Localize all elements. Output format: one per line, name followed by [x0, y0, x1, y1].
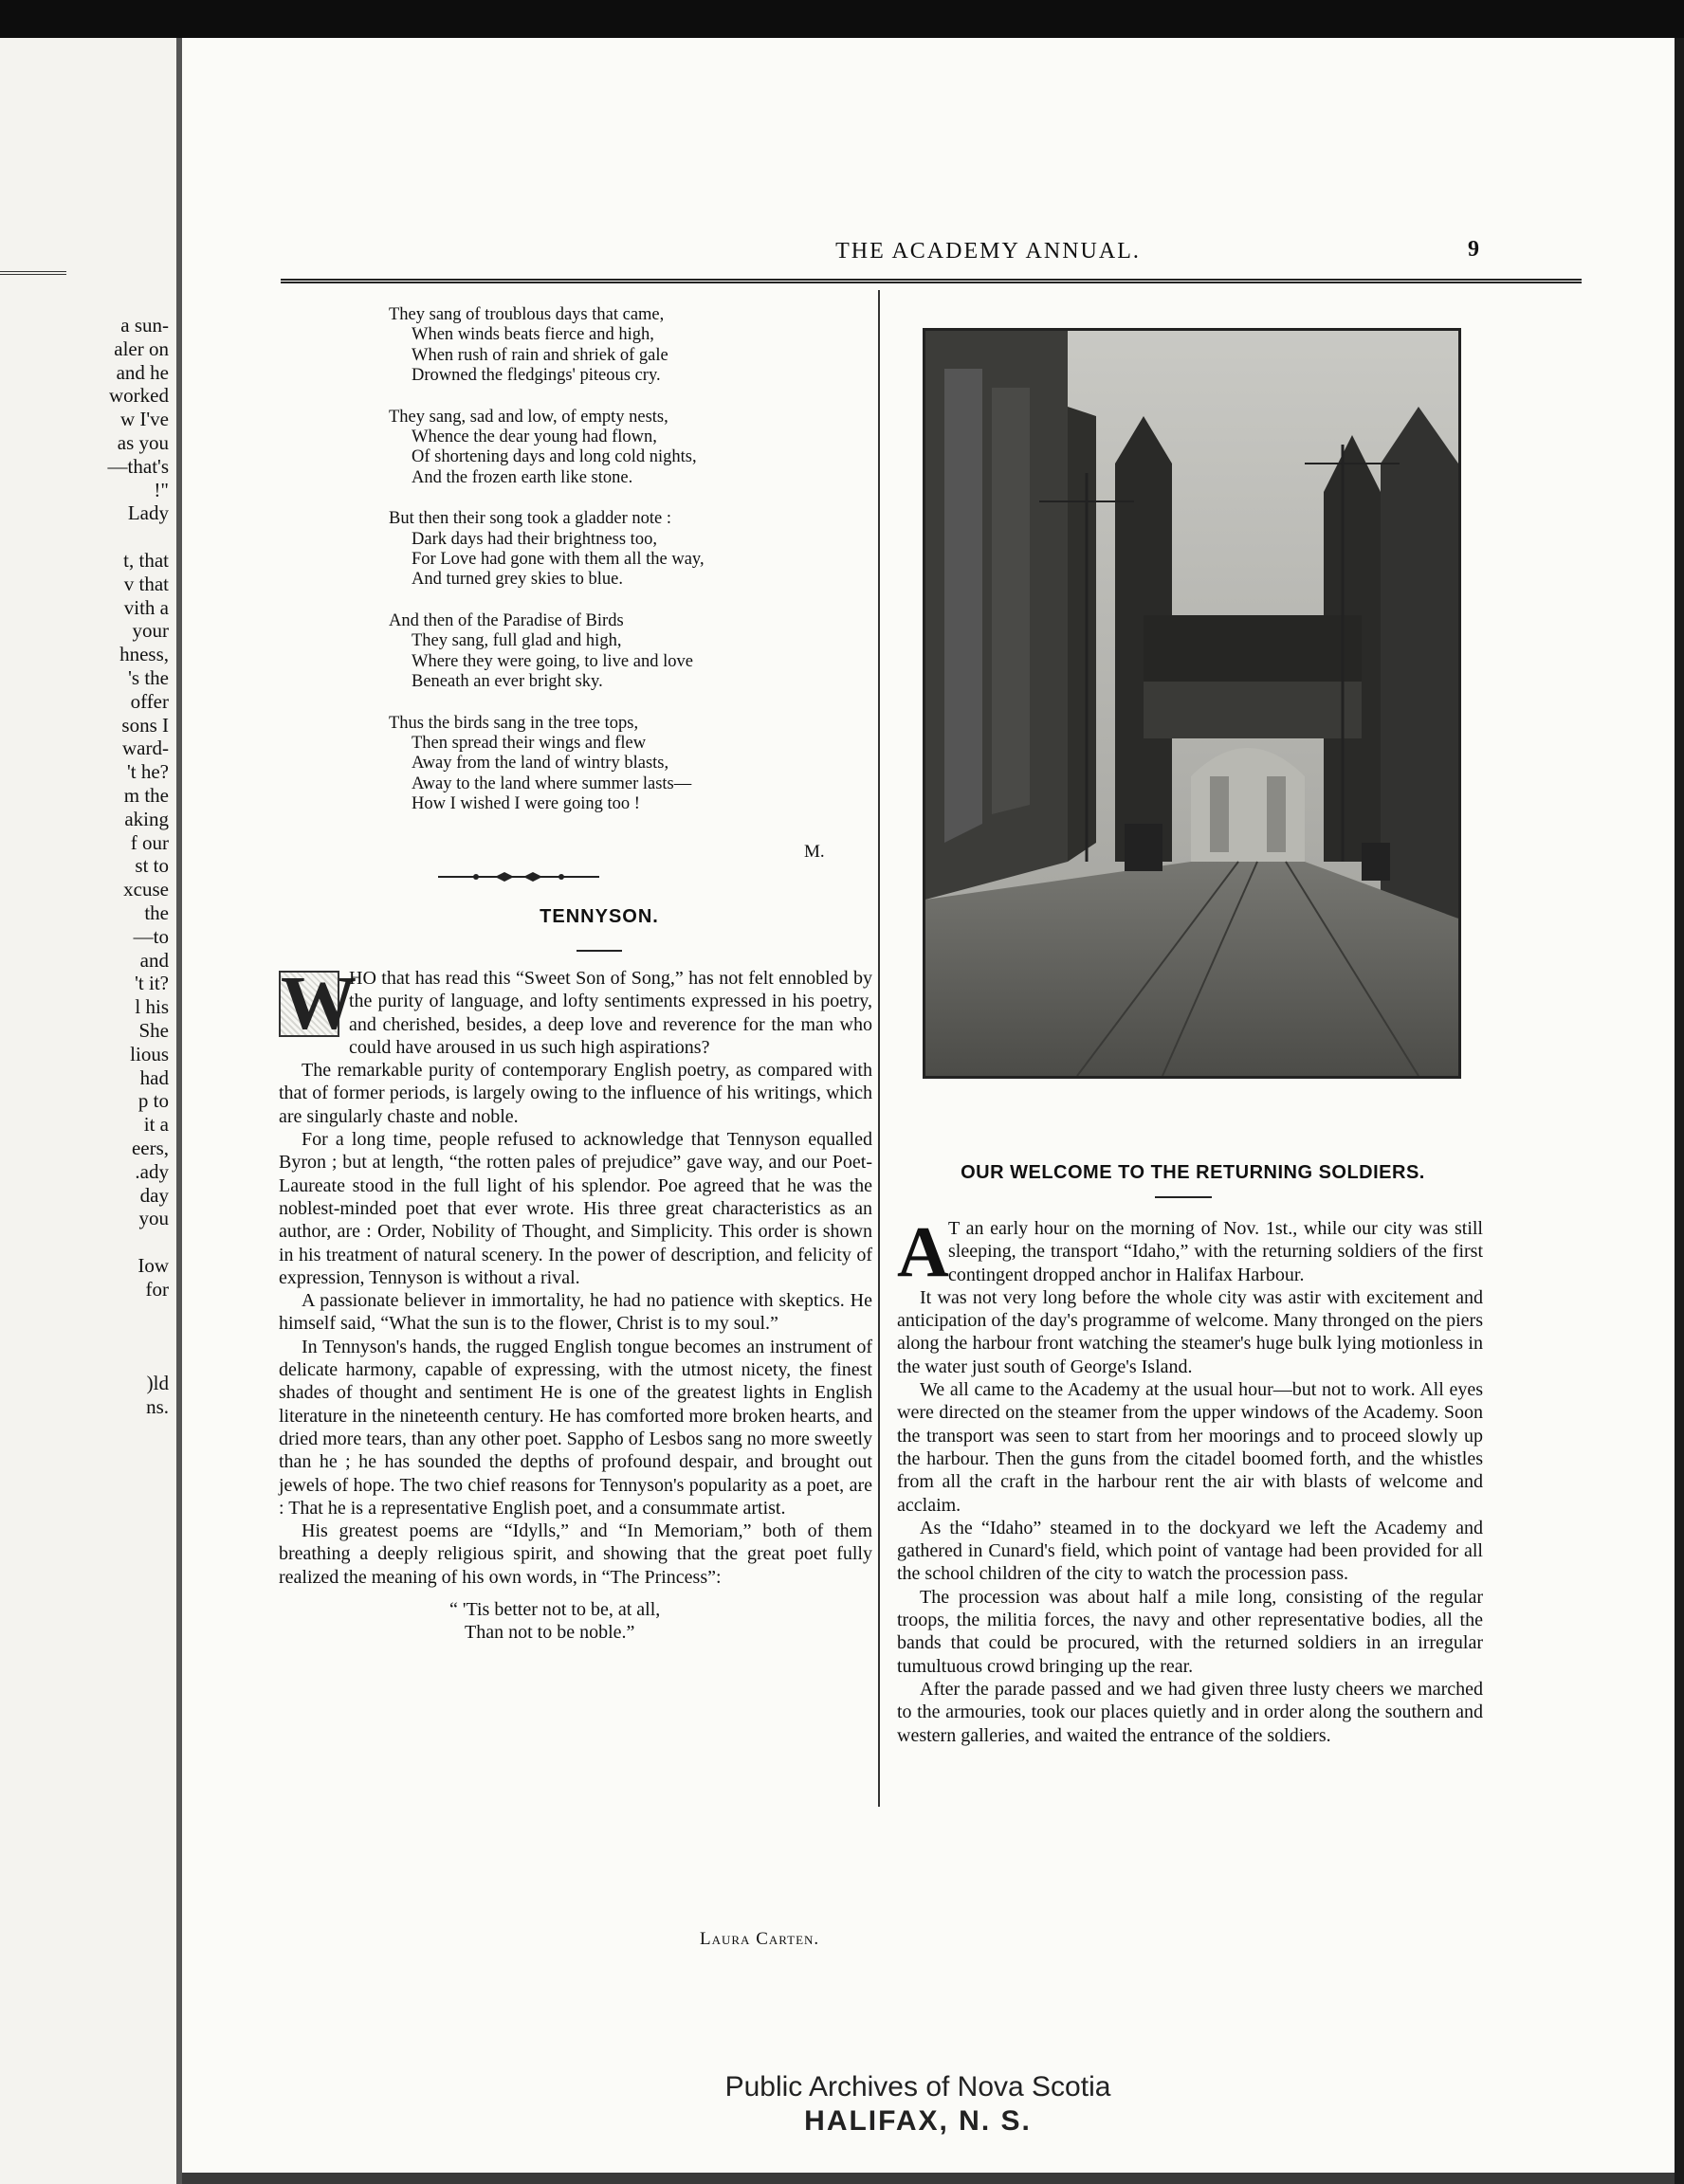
welcome-article [897, 1212, 1483, 1747]
column-divider [878, 290, 880, 1807]
tennyson-heading: TENNYSON. [540, 906, 659, 927]
facing-page-line: v that [123, 572, 169, 595]
page-number: 9 [1468, 237, 1479, 262]
article-paragraph: For a long time, people refused to acknowledge that Tennyson equalled Byron ; but at length, “the rotten pales of prejudice” gave way, and our Poet-Laureate stood in the full light of his splendor. Poe agreed that he was the noblest-minded poet that ever wrote. His three great characteristics as an author, are : Order, Nobility of Thought, and Simplicity. This order is shown in his treatment of natural scenery. In the power of description, and felicity of expression, Tennyson is without a rival. [279, 1129, 872, 1288]
quote-line: Than not to be noble.” [465, 1622, 635, 1644]
facing-page-line: 't he? [126, 760, 169, 784]
facing-page-line: Lady [127, 501, 169, 525]
scan-right-edge [1675, 38, 1684, 2184]
facing-page-line: it a [143, 1113, 169, 1137]
poem-line: For Love had gone with them all the way, [412, 550, 705, 570]
article-paragraph: After the parade passed and we had given three lusty cheers we marched to the armouries, took our places quietly and in order along the southern and western galleries, and waited the entrance of the soldiers. [897, 1678, 1483, 1746]
facing-page-line: you [138, 1207, 169, 1230]
poem-stanza [389, 509, 825, 591]
poem-line: When rush of rain and shriek of gale [412, 345, 668, 365]
facing-page-line: f our [130, 830, 169, 854]
poem-line: Whence the dear young had flown, [412, 428, 657, 447]
facing-page-line: hness, [119, 643, 169, 666]
facing-page-line: a sun- [120, 314, 169, 337]
facing-page-line: !" [154, 478, 169, 501]
poem-stanza [389, 611, 825, 693]
facing-page-line: t, that [123, 549, 169, 572]
article-paragraph [897, 1212, 1483, 1292]
article-paragraph [279, 962, 872, 1059]
facing-page-line: offer [130, 689, 169, 713]
facing-page-line: She [138, 1019, 169, 1042]
facing-page-rule [0, 271, 66, 275]
tennyson-article [279, 962, 872, 1645]
archive-stamp [690, 2070, 1145, 2138]
facing-page-line: for [145, 1277, 169, 1301]
poem-line: And the frozen earth like stone. [412, 467, 633, 487]
facing-page-line: vith a [123, 595, 169, 619]
section-ornament [438, 868, 599, 888]
ornament-divider-icon [438, 870, 599, 883]
facing-page-line: aking [124, 807, 169, 830]
facing-page-line: eers, [131, 1137, 169, 1159]
welcome-heading: OUR WELCOME TO THE RETURNING SOLDIERS. [961, 1162, 1425, 1183]
header-rule [281, 279, 1582, 283]
facing-page-line: aler on [114, 337, 169, 360]
poem-line: How I wished I were going too ! [412, 794, 640, 814]
facing-page-line: p to [137, 1089, 169, 1113]
poem-line: Dark days had their brightness too, [412, 529, 657, 549]
facing-page-line: ns. [146, 1394, 169, 1418]
poem-line: They sang, sad and low, of empty nests, [389, 407, 668, 427]
poem-line: Away from the land of wintry blasts, [412, 754, 669, 774]
scan-top-edge [0, 0, 1684, 38]
quote-line: “ 'Tis better not to be, at all, [449, 1599, 661, 1621]
facing-page-line: had [139, 1065, 169, 1089]
facing-page-line: Iow [137, 1254, 169, 1277]
poem-line: And turned grey skies to blue. [412, 570, 623, 590]
facing-page-line: m the [123, 784, 169, 807]
facing-page-line: st to [135, 854, 169, 878]
drop-cap: A [897, 1212, 949, 1292]
heading-rule [577, 950, 622, 952]
stamp-line: Public Archives of Nova Scotia [724, 2071, 1111, 2102]
poem-stanza [389, 408, 825, 489]
facing-page-line: sons I [121, 713, 169, 737]
poem-line: Then spread their wings and flew [412, 733, 647, 753]
facing-page-edge [0, 38, 176, 2184]
facing-page-line: w I've [119, 408, 169, 431]
paragraph-text: T an early hour on the morning of Nov. 1st., while our city was still sleeping, the transport “Idaho,” with the returning soldiers of the first contingent dropped anchor in Halifax Harbour. [948, 1218, 1483, 1285]
facing-page-line: as you [117, 431, 169, 454]
poem [389, 305, 825, 836]
running-head: THE ACADEMY ANNUAL. [835, 239, 1141, 264]
facing-page-line: and [139, 948, 169, 972]
poem-line: Beneath an ever bright sky. [412, 672, 603, 692]
page [182, 38, 1684, 2184]
facing-page-line: 't it? [135, 972, 169, 995]
facing-page-line: and he [116, 360, 169, 384]
facing-page-line: ward- [122, 737, 169, 760]
heading-rule [1155, 1196, 1212, 1198]
facing-page-line: your [132, 619, 169, 643]
poem-signature: M. [804, 842, 825, 862]
article-paragraph: It was not very long before the whole city was astir with excitement and anticipation of the day's programme of welcome. Many thronged on the piers along the harbour front watching the steamer's huge bulk lying motionless in the water just south of George's Island. [897, 1286, 1483, 1377]
drop-cap: W [281, 962, 357, 1046]
poem-line: They sang, full glad and high, [412, 631, 622, 651]
poem-line: Drowned the fledgings' piteous cry. [412, 366, 661, 386]
poem-stanza [389, 305, 825, 387]
poem-line: When winds beats fierce and high, [412, 325, 654, 345]
article-paragraph: His greatest poems are “Idylls,” and “In Memoriam,” both of them breathing a deeply religious spirit, and showing that the great poet fully realized the meaning of his own words, in “The Princess”: [279, 1520, 872, 1588]
facing-page-line: —that's [107, 454, 169, 478]
article-paragraph: As the “Idaho” steamed in to the dockyard we left the Academy and gathered in Cunard's field, which point of vantage had been provided for all the school children of the city to watch the procession pass. [897, 1517, 1483, 1585]
poem-line: Thus the birds sang in the tree tops, [389, 713, 639, 733]
stamp-line: HALIFAX, N. S. [804, 2105, 1032, 2137]
street-arch-photograph [923, 328, 1461, 1079]
facing-page-line: worked [109, 384, 169, 408]
photo-image [925, 331, 1458, 1076]
poem-line: They sang of troublous days that came, [389, 305, 665, 324]
article-paragraph: The remarkable purity of contemporary English poetry, as compared with that of former periods, is largely owing to the influence of his writings, which are singularly chaste and noble. [279, 1060, 872, 1127]
facing-page-line: .ady [135, 1159, 169, 1183]
facing-page-line: 's the [128, 666, 169, 689]
article-author: Laura Carten. [700, 1929, 820, 1949]
facing-page-line: l his [135, 995, 169, 1019]
poem-stanza [389, 714, 825, 815]
facing-page-line: xcuse [123, 878, 169, 901]
poem-line: Of shortening days and long cold nights, [412, 447, 697, 467]
facing-page-line: )ld [146, 1372, 169, 1394]
block-quote [449, 1598, 872, 1645]
poem-line: Away to the land where summer lasts— [412, 774, 692, 793]
poem-line: And then of the Paradise of Birds [389, 610, 624, 630]
scan-bottom-edge [182, 2173, 1675, 2184]
article-paragraph: The procession was about half a mile long, consisting of the regular troops, the militia forces, the navy and other representative bodies, all the bands that could be procured, with the returned soldiers in an irregular tumultuous crowd bringing up the rear. [897, 1586, 1483, 1677]
poem-line: But then their song took a gladder note : [389, 509, 671, 529]
poem-line: Where they were going, to live and love [412, 651, 693, 671]
facing-page-line: day [139, 1183, 169, 1207]
article-paragraph: We all came to the Academy at the usual hour—but not to work. All eyes were directed on the steamer from the upper windows of the Academy. Soon the transport was seen to start from her moorings and to proceed slowly up the harbour. Then the guns from the citadel boomed forth, and the whistles from all the craft in the harbour rent the air with blasts of welcome and acclaim. [897, 1379, 1483, 1516]
article-paragraph: A passionate believer in immortality, he had no patience with skeptics. He himself said, “What the sun is to the flower, Christ is to my soul.” [279, 1290, 872, 1335]
article-paragraph: In Tennyson's hands, the rugged English tongue becomes an instrument of delicate harmony, capable of expressing, with the utmost nicety, the finest shades of thought and sentiment He is one of the greatest lights in English literature in the nineteenth century. He has comforted more broken hearts, and dried more tears, than any other poet. Sappho of Lesbos sang no more sweetly than he ; he has sounded the depths of profound despair, and brought out jewels of hope. The two chief reasons for Tennyson's popularity as a poet, are : That he is a representative English poet, and a consummate artist. [279, 1336, 872, 1519]
facing-page-line: the [144, 901, 169, 924]
facing-page-line: —to [133, 924, 169, 948]
facing-page-line: lious [130, 1042, 169, 1065]
paragraph-text: HO that has read this “Sweet Son of Song,” has not felt ennobled by the purity of language, and lofty sentiments expressed in his poetry, and cherished, besides, a deep love and reverence for the man who could have aroused in us such high aspirations? [349, 968, 872, 1058]
